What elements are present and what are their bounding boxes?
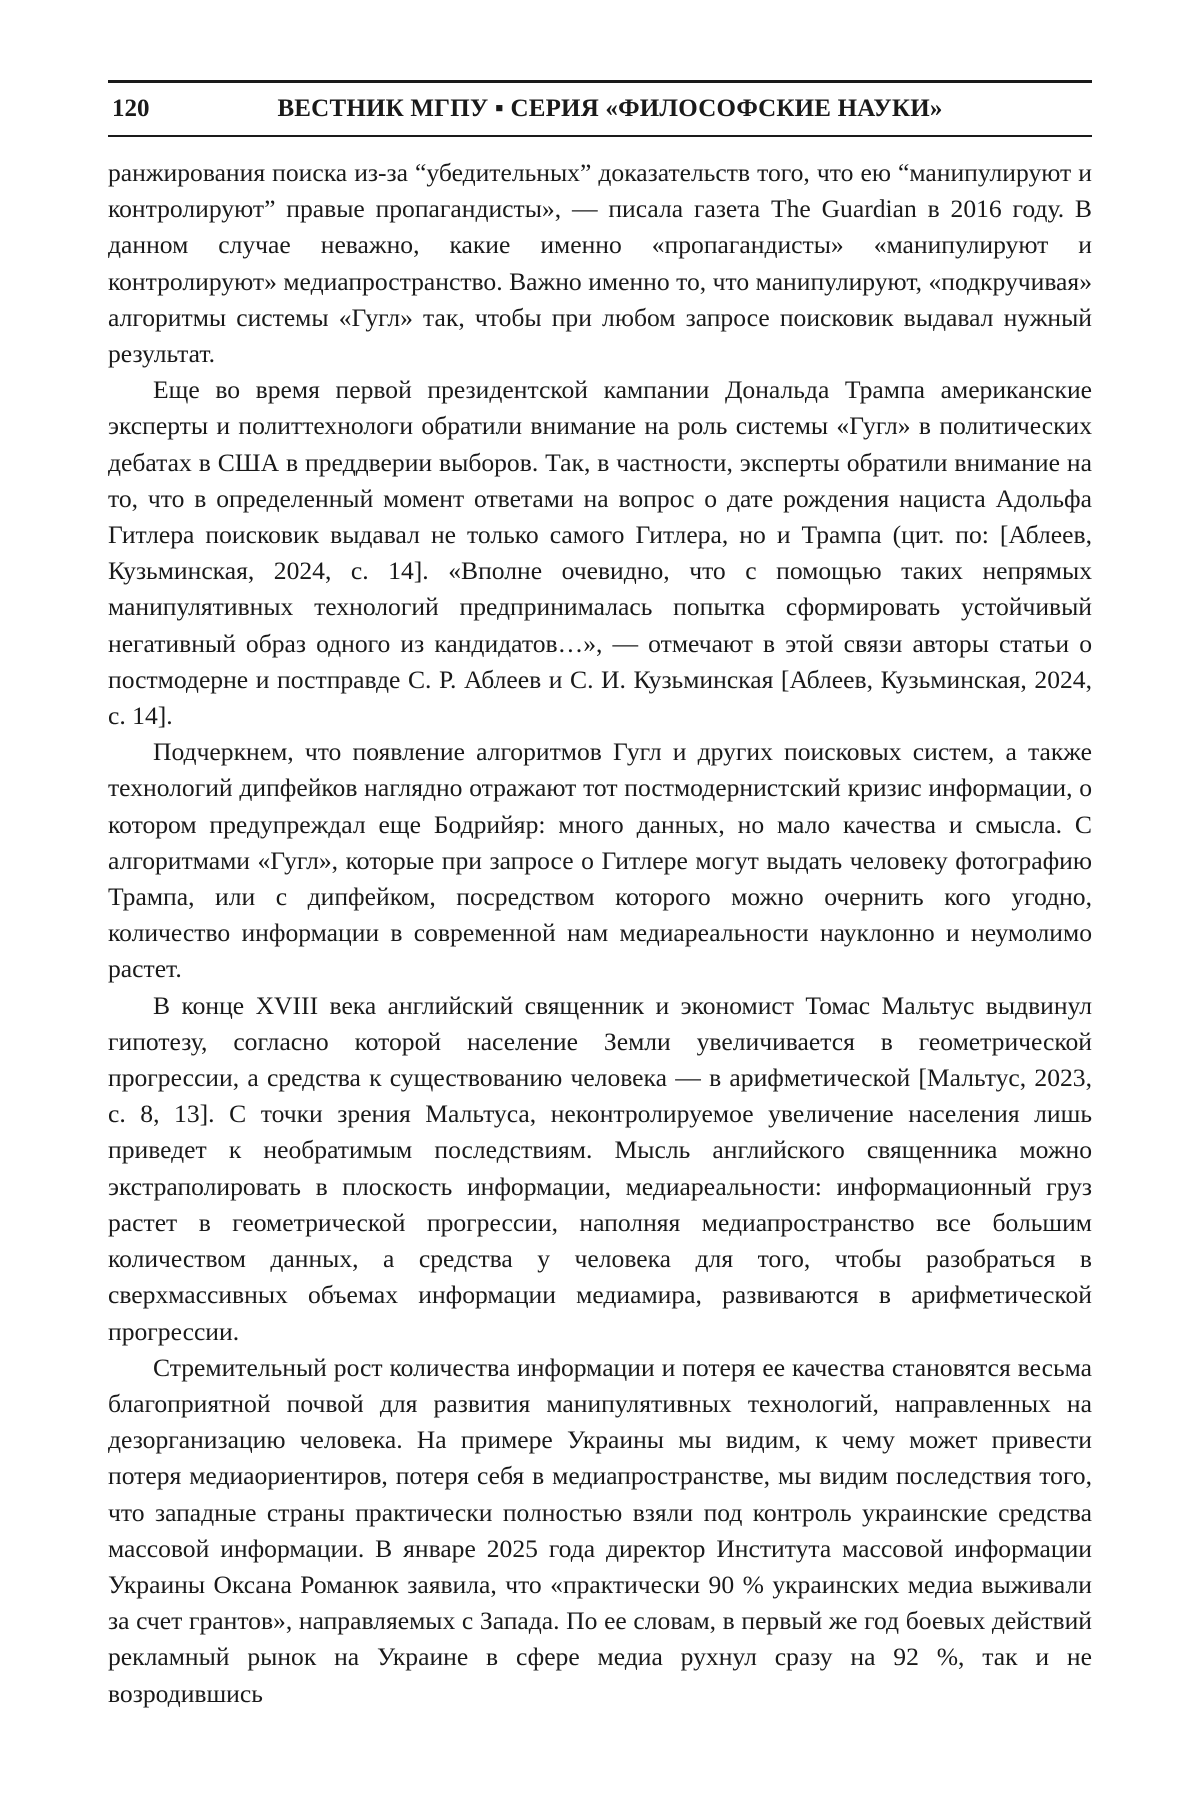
paragraph-continuation: ранжирования поиска из-за “убедительных” доказательств того, что ею “манипулируют и контролируют” правые пропагандисты», — писала газета The Guardian в 2016 году. В данном случае неважно, какие именно «пропагандисты» «манипулируют и контролируют» медиапространство. Важно именно то, что манипулируют, «подкручивая» алгоритмы системы «Гугл» так, чтобы при любом запросе поисковик выдавал нужный результат. bbox=[108, 155, 1092, 372]
page bbox=[108, 80, 1092, 1712]
paragraph: Стремительный рост количества информации и потеря ее качества становятся весьма благоприятной почвой для развития манипулятивных технологий, направленных на дезорганизацию человека. На примере Украины мы видим, к чему может привести потеря медиаориентиров, потеря себя в медиапространстве, мы видим последствия того, что западные страны практически полностью взяли под контроль украинские средства массовой информации. В январе 2025 года директор Института массовой информации Украины Оксана Романюк заявила, что «практически 90 % украинских медиа выживали за счет грантов», направляемых с Запада. По ее словам, в первый же год боевых действий рекламный рынок на Украине в сфере медиа рухнул сразу на 92 %, так и не возродившись bbox=[108, 1350, 1092, 1712]
paragraph: В конце XVIII века английский священник и экономист Томас Мальтус выдвинул гипотезу, согласно которой население Земли увеличивается в геометрической прогрессии, а средства к существованию человека — в арифметической [Мальтус, 2023, с. 8, 13]. С точки зрения Мальтуса, неконтролируемое увеличение населения лишь приведет к необратимым последствиям. Мысль английского священника можно экстраполировать в плоскость информации, медиареальности: информационный груз растет в геометрической прогрессии, наполняя медиапространство все большим количеством данных, а средства у человека для того, чтобы разобраться в сверхмассивных объемах информации медиамира, развиваются в арифметической прогрессии. bbox=[108, 988, 1092, 1350]
paragraph: Еще во время первой президентской кампании Дональда Трампа американские эксперты и политтехнологи обратили внимание на роль системы «Гугл» в политических дебатах в США в преддверии выборов. Так, в частности, эксперты обратили внимание на то, что в определенный момент ответами на вопрос о дате рождения нациста Адольфа Гитлера поисковик выдавал не только самого Гитлера, но и Трампа (цит. по: [Аблеев, Кузьминская, 2024, с. 14]. «Вполне очевидно, что с помощью таких непрямых манипулятивных технологий предпринималась попытка сформировать устойчивый негативный образ одного из кандидатов…», — отмечают в этой связи авторы статьи о постмодерне и постправде С. Р. Аблеев и С. И. Кузьминская [Аблеев, Кузьминская, 2024, с. 14]. bbox=[108, 372, 1092, 734]
running-header bbox=[108, 80, 1092, 137]
page-number: 120 bbox=[112, 95, 150, 123]
journal-title: ВЕСТНИК МГПУ ▪ СЕРИЯ «ФИЛОСОФСКИЕ НАУКИ» bbox=[108, 95, 1092, 123]
paragraph: Подчеркнем, что появление алгоритмов Гугл и других поисковых систем, а также технологий дипфейков наглядно отражают тот постмодернистский кризис информации, о котором предупреждал еще Бодрийяр: много данных, но мало качества и смысла. С алгоритмами «Гугл», которые при запросе о Гитлере могут выдать человеку фотографию Трампа, или с дипфейком, посредством которого можно очернить кого угодно, количество информации в современной нам медиареальности науклонно и неумолимо растет. bbox=[108, 734, 1092, 987]
article-body bbox=[108, 155, 1092, 1712]
